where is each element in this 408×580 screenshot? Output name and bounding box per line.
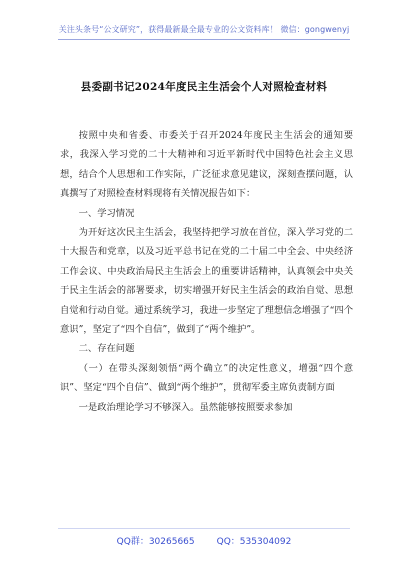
paragraph-point-1: 一是政治理论学习不够深入。虽然能够按照要求参加 <box>78 401 293 413</box>
footer-qq: QQ：535304092 <box>216 537 292 547</box>
paragraph-subsection-1: （一）在带头深刻领悟“两个确立”的决定性意义，增强“四个意识”、坚定“四个自信”、做到“两个维护”，贯彻军委主席负责制方面 <box>60 362 353 394</box>
section-heading-study: 一、学习情况 <box>78 207 135 219</box>
paragraph-study: 为开好这次民主生活会，我坚持把学习放在首位，深入学习党的二十大报告和党章，以及习近平总书记在党的二十届二中全会、中央经济工作会议、中央政治局民主生活会上的重要讲话精神，认真领会中央关于民主生活会的部署要求，切实增强开好民主生活会的政治自觉、思想自觉和行动自觉。通过系统学习，我进一步坚定了理想信念增强了“四个意识”，坚定了“四个自信”，做到了“两个维护”。 <box>60 227 353 336</box>
document-body <box>60 126 353 417</box>
footer-divider <box>58 528 350 529</box>
header-banner: 关注头条号“公文研究”，获得最新最全最专业的公文资料库！ 微信：gongwenyj <box>58 24 350 40</box>
section-heading-problems: 二、存在问题 <box>78 343 135 355</box>
footer-qq-group: QQ群：30265665 <box>116 537 195 547</box>
paragraph-intro: 按照中央和省委、市委关于召开2024年度民主生活会的通知要求，我深入学习党的二十大精神和习近平新时代中国特色社会主义思想，结合个人思想和工作实际，广泛征求意见建议，深刻查摆问题，认真撰写了对照检查材料现将有关情况报告如下： <box>60 130 353 200</box>
document-title: 县委副书记2024年度民主生活会个人对照检查材料 <box>80 81 328 93</box>
footer-contact <box>0 534 408 547</box>
